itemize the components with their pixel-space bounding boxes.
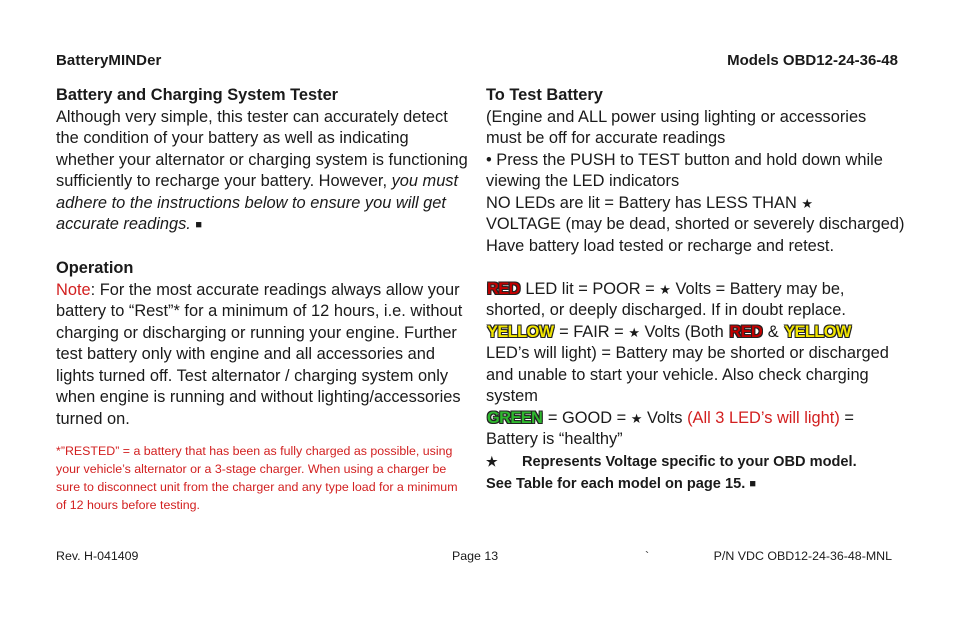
section-title-tester: Battery and Charging System Tester — [56, 86, 339, 104]
star-icon: ★ — [659, 281, 671, 297]
yellow-text-both: Volts (Both — [639, 322, 729, 341]
intro-text: Although very simple, this tester can accurately detect the condition of your battery as well as indicating whether your alternator or charging system is functioning sufficiently to recharge your battery. However, — [56, 107, 468, 190]
no-led-paragraph — [486, 193, 906, 258]
yellow-text: = FAIR = — [554, 322, 629, 341]
red-text-cont: Volts = Battery may be, shorted, or deeply discharged. If in doubt replace. — [486, 279, 846, 319]
footer-page-number: Page 13 — [452, 549, 499, 563]
star-icon: ★ — [628, 324, 640, 340]
no-led-text: NO LEDs are lit = Battery has LESS THAN — [486, 193, 802, 212]
footer-part-number: P/N VDC OBD12-24-36-48-MNL — [713, 549, 892, 563]
brand-name: BatteryMINDer — [56, 52, 162, 69]
red-led-paragraph — [486, 279, 906, 322]
no-led-text-cont: VOLTAGE (may be dead, shorted or severely discharged) Have battery load tested or recharge and retest. — [486, 215, 905, 255]
yellow-led-paragraph — [486, 322, 906, 408]
yellow-text-cont: LED’s will light) = Battery may be shorted or discharged and unable to start your vehicle. Also check charging system — [486, 344, 889, 405]
green-text-cont: = Battery is “healthy” — [486, 408, 854, 448]
section-title-operation: Operation — [56, 259, 134, 277]
intro-paragraph — [56, 107, 470, 237]
footer-revision: Rev. H-041409 — [56, 549, 139, 563]
test-step: • Press the PUSH to TEST button and hold down while viewing the LED indicators — [486, 150, 883, 190]
green-text: = GOOD = — [543, 408, 631, 427]
right-column — [486, 85, 906, 495]
footer-tick: ` — [645, 549, 650, 563]
operation-paragraph — [56, 280, 470, 431]
red-label: RED — [729, 322, 763, 341]
note-text: : For the most accurate readings always allow your battery to “Rest”* for a minimum of 12 hours, i.e. without charging or discharging or running your engine. Further test battery only with engine and all accessories and lights turned off. Test alternator / charging system only when engine is running and without lighting/accessories turned on. — [56, 280, 463, 428]
ampersand: & — [763, 322, 784, 341]
red-label: RED — [487, 279, 520, 298]
star-icon: ★ — [630, 410, 643, 426]
end-mark: ■ — [749, 477, 756, 490]
voltage-note — [486, 451, 906, 495]
voltage-note-line2: See Table for each model on page 15. — [486, 475, 746, 492]
star-icon: ★ — [801, 195, 813, 211]
yellow-label: YELLOW — [487, 322, 554, 341]
end-mark: ■ — [195, 219, 203, 231]
left-column — [56, 85, 470, 514]
footnote: *”RESTED” = a battery that has been as fully charged as possible, using your vehicle’s alternator or a 3-stage charger. When using a charger be sure to disconnect unit from the charger and any type load for a minimum of 12 hours before testing. — [56, 444, 458, 512]
green-text-volts: Volts — [642, 408, 688, 427]
voltage-note-line1: Represents Voltage specific to your OBD model. — [521, 453, 857, 470]
intro-italic: you must adhere to the instructions below to ensure you will get accurate readings. — [56, 172, 459, 233]
green-led-paragraph — [486, 408, 906, 451]
all-leds-note: (All 3 LED’s will light) — [687, 408, 840, 427]
note-label: Note — [56, 280, 91, 299]
section-title-test-battery: To Test Battery — [486, 86, 603, 104]
yellow-label: YELLOW — [784, 322, 851, 341]
red-text: LED lit = POOR = — [520, 279, 660, 298]
green-label: GREEN — [487, 408, 543, 427]
star-icon: ★ — [486, 453, 498, 469]
test-intro: (Engine and ALL power using lighting or accessories must be off for accurate readings — [486, 107, 867, 147]
models-header: Models OBD12-24-36-48 — [727, 52, 898, 69]
